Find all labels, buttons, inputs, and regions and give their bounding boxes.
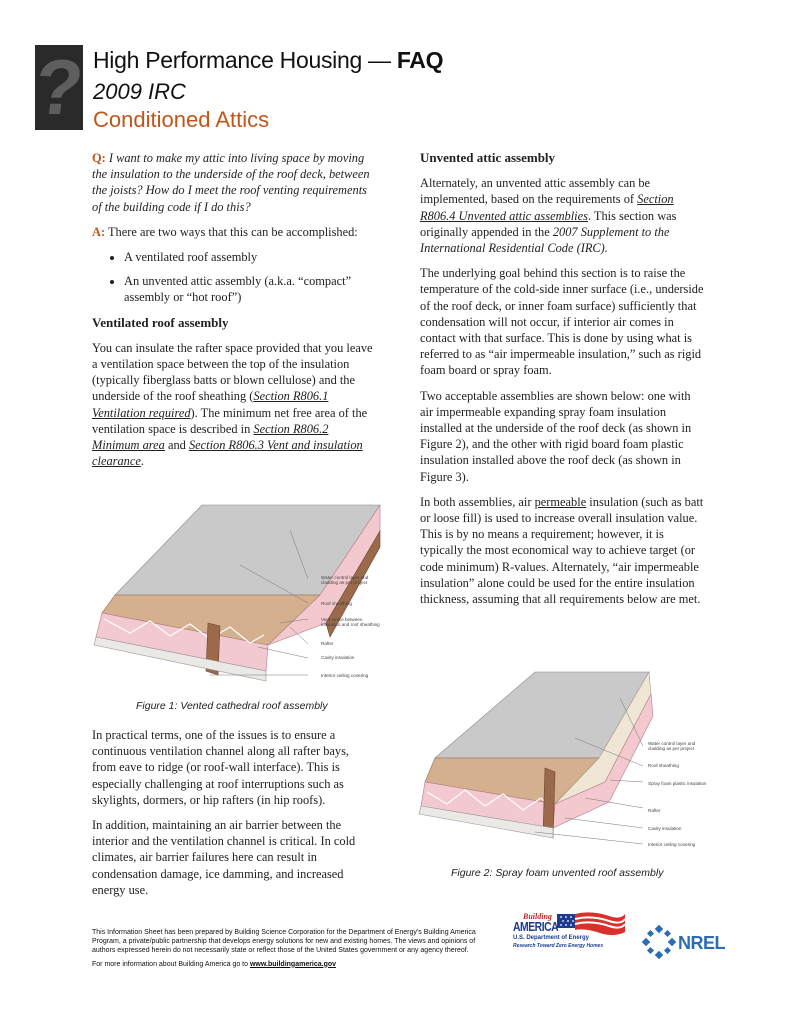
callout-label: Rafter bbox=[321, 641, 334, 646]
nrel-emblem-icon bbox=[642, 925, 676, 959]
callout-label: Interior ceiling covering bbox=[648, 842, 696, 847]
practical-paragraph: In practical terms, one of the issues is to ensure a continuous ventilation channel along all rafter bays, from eave to ridge (or roof-wall interface). This is especially challenging at roof interruptions such as skylights, dormers, or hip rafters (in hip roofs). bbox=[92, 728, 350, 807]
callout-label: Roof sheathing bbox=[321, 601, 352, 606]
options-list bbox=[92, 249, 375, 306]
right-column bbox=[420, 150, 705, 616]
section-link[interactable]: Section R806.1 Ventilation required bbox=[92, 389, 329, 420]
list-item: • A ventilated roof assembly bbox=[124, 249, 375, 265]
callout-label: Vent space between insulation and roof sheathing bbox=[321, 617, 380, 628]
unvented-paragraph-1: Alternately, an unvented attic assembly can be implemented, based on the requirements of Section R806.4 Unvented attic assemblies. This section was originally appended in the 2007 Supplement to the International Residential Code (IRC). bbox=[420, 176, 677, 256]
answer: A: There are two ways that this can be accomplished: bbox=[92, 224, 358, 239]
callout-label: Cavity insulation bbox=[648, 826, 682, 831]
addition-paragraph: In addition, maintaining an air barrier between the interior and the ventilation channel is critical. In cold climates, air barrier failures here can result in condensation damage, ice damming, and increased energy use. bbox=[92, 818, 356, 897]
figure-1-diagram bbox=[90, 495, 390, 690]
callout-label: Water control layer and cladding as per project bbox=[648, 741, 696, 752]
callout-label: Roof sheathing bbox=[648, 763, 679, 768]
callout-label: Cavity insulation bbox=[321, 655, 355, 660]
callout-label: Water control layer and cladding as per project bbox=[321, 575, 369, 586]
more-info: For more information about Building America go to www.buildingamerica.gov bbox=[92, 960, 337, 968]
flag-icon bbox=[557, 912, 625, 935]
unvented-heading: Unvented attic assembly bbox=[420, 150, 556, 165]
section-link[interactable]: Section R806.2 Minimum area bbox=[92, 421, 329, 453]
unvented-paragraph-4: In both assemblies, air permeable insulation (such as batt or loose fill) is used to increase overall insulation value. This is by no means a requirement; however, it is typically the most economical way to achieve target (or code minimum) R-values. Alternately, “air impermeable insulation” alone could be used for the entire insulation thickness, assuming that all requirements below are met. bbox=[420, 494, 704, 607]
building-america-link[interactable]: www.buildingamerica.gov bbox=[249, 960, 337, 968]
left-column bbox=[92, 150, 375, 478]
ventilated-heading: Ventilated roof assembly bbox=[92, 314, 229, 330]
figure-2-caption: Figure 2: Spray foam unvented roof assembly bbox=[451, 867, 664, 879]
left-column-lower bbox=[92, 727, 375, 907]
figure-1-caption: Figure 1: Vented cathedral roof assembly bbox=[136, 700, 328, 712]
page-title: High Performance Housing — FAQ bbox=[93, 47, 444, 73]
disclaimer: This Information Sheet has been prepared by Building Science Corporation for the Department of Energy's Building America Program, a private/public partnership that develops energy solutions for new and existing homes. The views and opinions of authors expressed herein do not necessarily state or reflect those of the United States government or any agency thereof. bbox=[92, 929, 476, 955]
page-subtitle: 2009 IRC bbox=[93, 79, 186, 104]
question: Q: I want to make my attic into living space by moving the insulation to the underside of the roof deck, between the joists? How do I meet the roof venting requirements of the building code if I do this? bbox=[92, 151, 370, 214]
section-link[interactable]: Section R806.3 Vent and insulation clearance bbox=[92, 438, 363, 469]
unvented-paragraph-3: Two acceptable assemblies are shown below: one with air impermeable expanding spray foam insulation installed at the underside of the roof deck (as shown in Figure 2), and the other with rigid board foam plastic insulation installed above the roof deck (as shown in Figure 3). bbox=[420, 388, 692, 484]
callout-label: Spray foam plastic insulation bbox=[648, 781, 707, 786]
unvented-paragraph-2: The underlying goal behind this section is to raise the temperature of the cold-side inner surface (i.e., underside of the roof deck, or inner foam surface) sufficiently that condensation will not occur, if interior air comes in contact with that surface. This is done by using what is referred to as “air impermeable insulation,” such as rigid foam board or spray foam. bbox=[420, 266, 704, 378]
list-item: • An unvented attic assembly (a.k.a. “compact” assembly or “hot roof”) bbox=[124, 273, 375, 305]
nrel-logo: NREL bbox=[642, 925, 734, 959]
section-link[interactable]: Section R806.4 Unvented attic assemblies bbox=[420, 192, 674, 223]
building-america-logo: Building AMERICA U.S. Department of Energy Research Toward Zero Energy Homes bbox=[513, 912, 628, 958]
ventilated-paragraph: You can insulate the rafter space provided that you leave a ventilation space between the top of the insulation (typically fiberglass batts or blown cellulose) and the underside of the roof sheathing (Section R806.1 Ventilation required). The minimum net free area of the ventilation space is described in Section R806.2 Minimum area and Section R806.3 Vent and insulation clearance. bbox=[92, 340, 373, 469]
callout-label: Rafter bbox=[648, 808, 661, 813]
page-topic: Conditioned Attics bbox=[93, 107, 270, 132]
callout-label: Interior ceiling covering bbox=[321, 673, 369, 678]
footer bbox=[92, 928, 497, 973]
question-mark-icon: ? bbox=[30, 43, 88, 131]
